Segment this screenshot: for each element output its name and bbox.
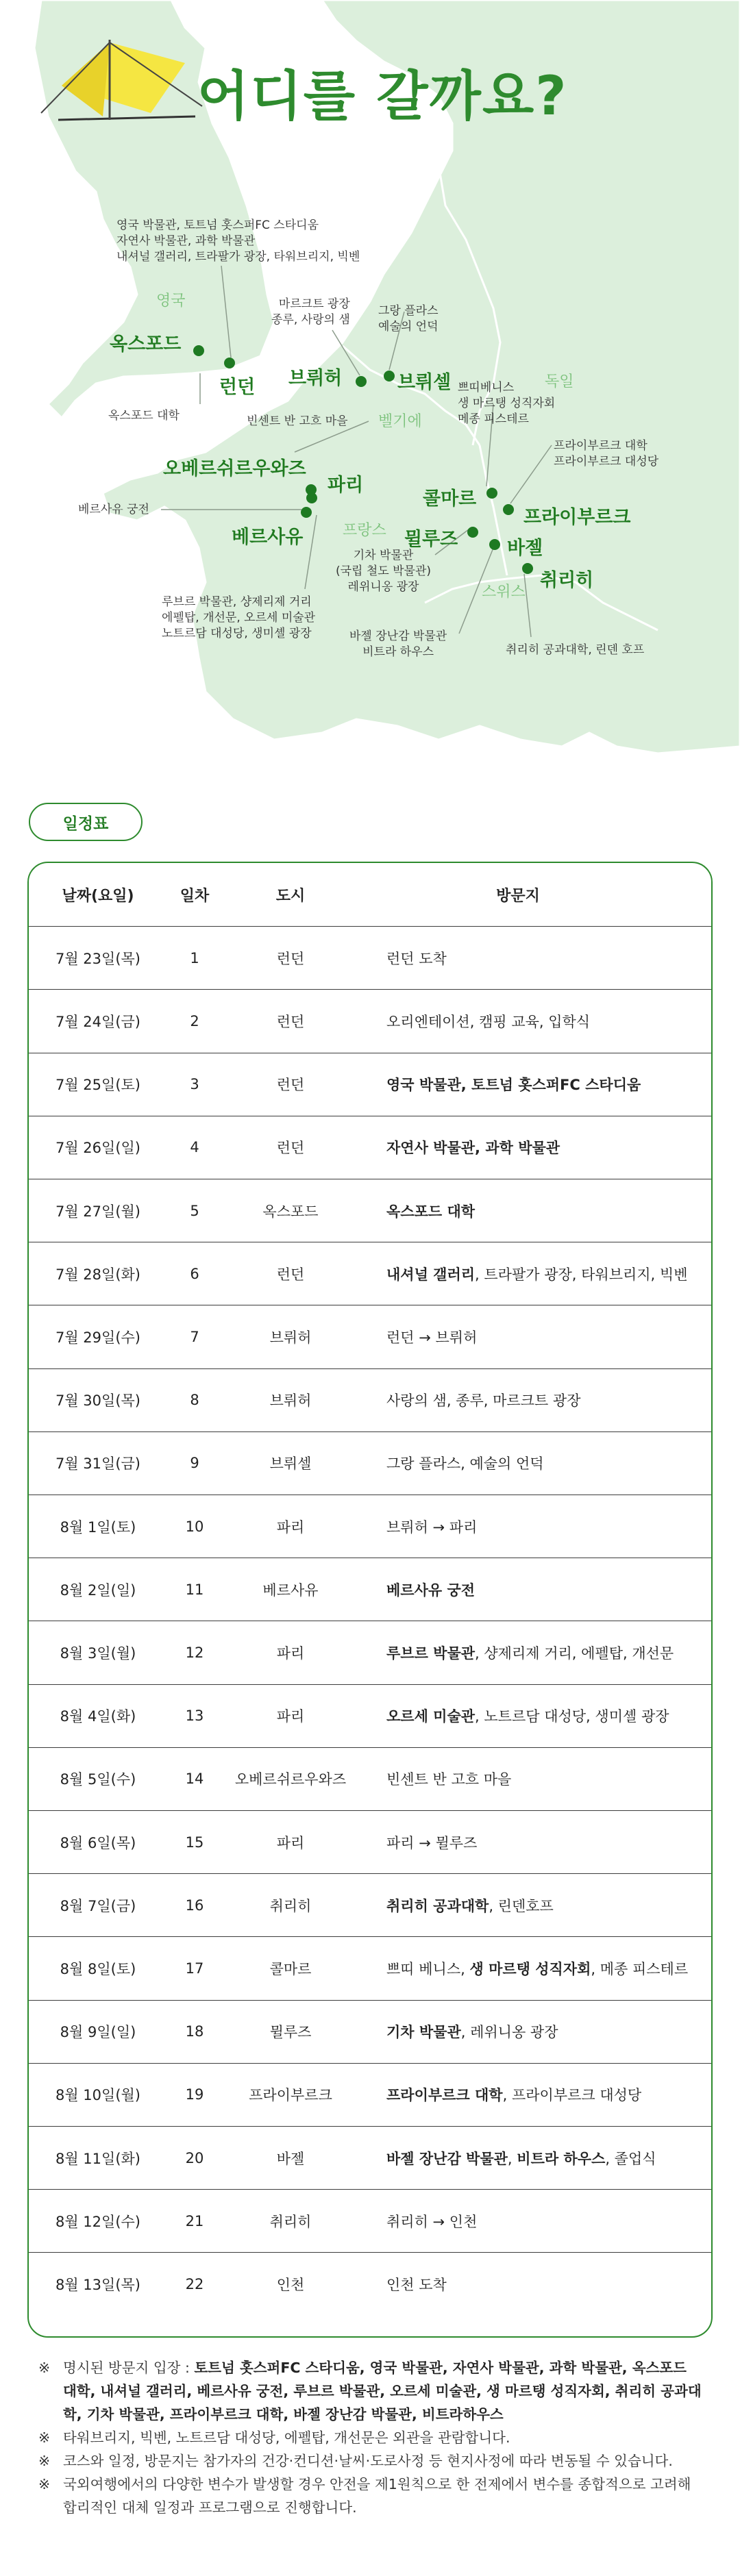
visit-segment: 자연사 박물관, 과학 박물관 bbox=[386, 1140, 560, 1157]
footnote-item bbox=[38, 2449, 703, 2473]
cell-date: 8월 8일(토) bbox=[60, 1960, 136, 1977]
visit-segment: 오르세 미술관 bbox=[386, 1708, 476, 1725]
cell-date: 7월 26일(일) bbox=[55, 1140, 140, 1157]
table-row bbox=[29, 989, 711, 1052]
cell-visit bbox=[359, 1705, 711, 1726]
cell-city: 베르사유 bbox=[262, 1581, 319, 1599]
cell-city: 런던 bbox=[276, 1140, 305, 1157]
visit-segment: 쁘띠 베니스, bbox=[386, 1960, 470, 1977]
cell-city: 파리 bbox=[276, 1645, 305, 1662]
cell-date: 8월 6일(목) bbox=[60, 1834, 136, 1851]
cell-city: 프라이부르크 bbox=[249, 2087, 332, 2104]
table-row bbox=[29, 1558, 711, 1621]
cell-visit bbox=[359, 1958, 711, 1979]
cell-date: 8월 5일(수) bbox=[60, 1771, 136, 1788]
header-date: 날짜(요일) bbox=[62, 887, 134, 905]
cell-visit bbox=[359, 2148, 711, 2168]
cell-day: 8 bbox=[190, 1392, 199, 1409]
marker-versailles bbox=[301, 507, 312, 518]
cell-city: 인천 bbox=[276, 2276, 305, 2293]
table-row bbox=[29, 2252, 711, 2315]
visit-segment: 프라이부르크 대학 bbox=[386, 2087, 503, 2104]
cell-day: 1 bbox=[190, 949, 199, 966]
cell-day: 7 bbox=[190, 1328, 199, 1345]
cell-visit bbox=[359, 1895, 711, 1916]
visit-segment: 내셔널 갤러리 bbox=[386, 1266, 476, 1283]
footnote-segment: 토트넘 홋스퍼FC 스타디움, 영국 박물관, 자연사 박물관, 과학 박물관, 옥스포드 대학, 내셔널 갤러리, 베르사유 궁전, 루브르 박물관, 오르세 미술관, 생 마르탱 성직자회, 취리히 공과대학, 기차 박물관, 프라이부르크 대학, 바젤 장난감 박물관, 비트라하우스 bbox=[63, 2360, 702, 2423]
map-section bbox=[0, 0, 740, 767]
marker-paris bbox=[306, 492, 317, 503]
table-row bbox=[29, 2000, 711, 2063]
cell-date: 8월 7일(금) bbox=[60, 1897, 136, 1914]
city-label-basel: 바젤 bbox=[507, 538, 543, 559]
table-row bbox=[29, 1116, 711, 1179]
cell-date: 8월 13일(목) bbox=[55, 2276, 140, 2293]
marker-mulhouse bbox=[467, 527, 478, 538]
visit-segment: 브뤼허 → 파리 bbox=[386, 1518, 478, 1536]
city-label-oxford: 옥스포드 bbox=[110, 334, 182, 355]
cell-city: 런던 bbox=[276, 1266, 305, 1283]
city-label-zurich: 취리히 bbox=[540, 570, 594, 591]
footnote-item bbox=[38, 2473, 703, 2519]
table-row bbox=[29, 1873, 711, 1936]
cell-day: 18 bbox=[185, 2023, 204, 2040]
footnote-segment: 명시된 방문지 입장 : bbox=[63, 2360, 195, 2376]
cell-day: 6 bbox=[190, 1265, 199, 1282]
cell-city: 런던 bbox=[276, 1013, 305, 1030]
note-mulhouse: 기차 박물관 (국립 철도 박물관) 레위니옹 광장 bbox=[336, 549, 432, 594]
city-label-bruges: 브뤼허 bbox=[288, 368, 343, 389]
cell-date: 8월 11일(화) bbox=[55, 2150, 140, 2167]
visit-segment: 취리히 공과대학 bbox=[386, 1897, 489, 1914]
cell-date: 7월 30일(목) bbox=[55, 1392, 140, 1410]
cell-city: 파리 bbox=[276, 1708, 305, 1725]
cell-city: 콜마르 bbox=[269, 1960, 312, 1977]
cell-date: 7월 23일(목) bbox=[55, 950, 140, 967]
schedule-badge: 일정표 bbox=[29, 803, 143, 841]
visit-segment: , 레위니옹 광장 bbox=[460, 2024, 558, 2041]
cell-date: 7월 31일(금) bbox=[55, 1455, 140, 1473]
table-row bbox=[29, 2189, 711, 2252]
marker-brussels bbox=[384, 371, 395, 382]
visit-segment: , 트라팔가 광장, 타워브리지, 빅벤 bbox=[475, 1266, 688, 1283]
note-paris: 루브르 박물관, 샹제리제 거리 에펠탑, 개선문, 오르세 미술관 노트르담 대성당, 생미셸 광장 bbox=[162, 595, 316, 640]
cell-city: 바젤 bbox=[276, 2150, 305, 2167]
cell-city: 브뤼허 bbox=[269, 1392, 312, 1410]
cell-day: 16 bbox=[185, 1897, 204, 1914]
visit-segment: , 노트르담 대성당, 생미셸 광장 bbox=[475, 1708, 669, 1725]
footnote-text bbox=[63, 2449, 703, 2473]
cell-date: 7월 28일(화) bbox=[55, 1266, 140, 1283]
visit-segment: 빈센트 반 고흐 마을 bbox=[386, 1771, 512, 1788]
cell-city: 오베르쉬르우와즈 bbox=[234, 1771, 347, 1788]
cell-visit bbox=[359, 1201, 711, 1221]
cell-city: 파리 bbox=[276, 1834, 305, 1851]
table-row bbox=[29, 1495, 711, 1558]
header-visit: 방문지 bbox=[496, 887, 540, 905]
cell-city: 취리히 bbox=[269, 2213, 312, 2230]
cell-visit bbox=[359, 2274, 711, 2294]
cell-day: 12 bbox=[185, 1644, 204, 1661]
table-row bbox=[29, 1810, 711, 1873]
note-auvers: 빈센트 반 고흐 마을 bbox=[247, 414, 348, 428]
table-row bbox=[29, 1053, 711, 1116]
cell-visit bbox=[359, 1390, 711, 1410]
visit-segment: 취리히 → 인천 bbox=[386, 2213, 478, 2230]
cell-city: 옥스포드 bbox=[262, 1203, 319, 1220]
city-label-london: 런던 bbox=[219, 377, 256, 398]
country-label-uk: 영국 bbox=[156, 292, 186, 310]
table-row bbox=[29, 1747, 711, 1810]
cell-visit bbox=[359, 1327, 711, 1347]
cell-city: 파리 bbox=[276, 1518, 305, 1536]
header-city: 도시 bbox=[275, 887, 306, 905]
cell-date: 8월 4일(화) bbox=[60, 1708, 136, 1725]
cell-visit bbox=[359, 2021, 711, 2042]
cell-date: 8월 1일(토) bbox=[60, 1518, 136, 1536]
note-basel: 바젤 장난감 박물관 비트라 하우스 bbox=[349, 629, 447, 659]
cell-visit bbox=[359, 1074, 711, 1095]
footnote-mark: ※ bbox=[38, 2476, 51, 2492]
table-row bbox=[29, 1936, 711, 1999]
visit-segment: 인천 도착 bbox=[386, 2276, 447, 2293]
table-row bbox=[29, 926, 711, 989]
table-row bbox=[29, 2126, 711, 2189]
cell-city: 런던 bbox=[276, 950, 305, 967]
visit-segment: 바젤 장난감 박물관 bbox=[386, 2150, 508, 2167]
cell-visit bbox=[359, 1137, 711, 1158]
cell-visit bbox=[359, 1768, 711, 1789]
map-title: 어디를 갈까요? bbox=[197, 66, 568, 127]
footnote-segment: 국외여행에서의 다양한 변수가 발생할 경우 안전을 제1원칙으로 한 전제에서 변수를 종합적으로 고려해 합리적인 대체 일정과 프로그램으로 진행합니다. bbox=[63, 2476, 691, 2516]
visit-segment: 사랑의 샘, 종루, 마르크트 광장 bbox=[386, 1392, 581, 1410]
marker-london bbox=[224, 358, 235, 368]
city-label-paris: 파리 bbox=[328, 475, 364, 496]
cell-date: 8월 9일(일) bbox=[60, 2024, 136, 2041]
note-oxford: 옥스포드 대학 bbox=[108, 409, 180, 423]
cell-day: 15 bbox=[185, 1834, 204, 1851]
note-zurich: 취리히 공과대학, 린덴 호프 bbox=[506, 643, 645, 657]
visit-segment: 런던 → 브뤼허 bbox=[386, 1329, 478, 1346]
table-header bbox=[29, 863, 711, 926]
visit-segment: , 메종 피스테르 bbox=[591, 1960, 689, 1977]
city-label-auvers: 오베르쉬르우와즈 bbox=[163, 458, 306, 479]
country-label-germany: 독일 bbox=[545, 373, 574, 390]
cell-city: 뮐루즈 bbox=[269, 2024, 312, 2041]
footnote-item bbox=[38, 2426, 703, 2449]
footnote-text bbox=[63, 2356, 703, 2426]
visit-segment: , 졸업식 bbox=[605, 2150, 656, 2167]
city-label-versailles: 베르사유 bbox=[232, 527, 304, 548]
city-label-mulhouse: 뮐루즈 bbox=[404, 529, 458, 550]
cell-visit bbox=[359, 1453, 711, 1473]
table-row bbox=[29, 1621, 711, 1684]
table-row bbox=[29, 1305, 711, 1368]
visit-segment: , bbox=[507, 2150, 517, 2167]
cell-visit bbox=[359, 1642, 711, 1663]
cell-day: 11 bbox=[185, 1581, 204, 1598]
cell-date: 7월 29일(수) bbox=[55, 1329, 140, 1346]
visit-segment: , 샹제리제 거리, 에펠탑, 개선문 bbox=[475, 1645, 674, 1662]
note-versailles: 베르사유 궁전 bbox=[78, 503, 149, 516]
marker-basel bbox=[489, 539, 500, 550]
cell-visit bbox=[359, 1832, 711, 1853]
footnote-text bbox=[63, 2473, 703, 2519]
cell-day: 3 bbox=[190, 1076, 199, 1093]
visit-segment: 베르사유 궁전 bbox=[386, 1581, 476, 1599]
city-label-freiburg: 프라이부르크 bbox=[523, 507, 631, 528]
note-london: 영국 박물관, 토트넘 홋스퍼FC 스타디움 자연사 박물관, 과학 박물관 내셔널 갤러리, 트라팔가 광장, 타워브리지, 빅벤 bbox=[116, 218, 360, 264]
country-label-france: 프랑스 bbox=[343, 522, 386, 539]
marker-colmar bbox=[486, 488, 497, 499]
cell-day: 19 bbox=[185, 2086, 204, 2103]
visit-segment: , 프라이부르크 대성당 bbox=[502, 2087, 642, 2104]
cell-city: 런던 bbox=[276, 1077, 305, 1094]
marker-oxford bbox=[193, 345, 204, 356]
cell-day: 21 bbox=[185, 2212, 204, 2229]
cell-visit bbox=[359, 1516, 711, 1537]
visit-segment: 그랑 플라스, 예술의 언덕 bbox=[386, 1455, 544, 1473]
marker-zurich bbox=[522, 563, 533, 574]
note-colmar: 쁘띠베니스 생 마르탱 성직자회 메종 피스테르 bbox=[458, 381, 556, 426]
marker-freiburg bbox=[503, 504, 514, 515]
cell-day: 13 bbox=[185, 1708, 204, 1725]
note-bruges: 마르크트 광장 종루, 사랑의 샘 bbox=[271, 297, 350, 327]
table-row bbox=[29, 1368, 711, 1431]
footnote-text bbox=[63, 2426, 703, 2449]
visit-segment: 비트라 하우스 bbox=[517, 2150, 606, 2167]
cell-date: 8월 10일(월) bbox=[55, 2087, 140, 2104]
table-row bbox=[29, 1684, 711, 1747]
city-label-brussels: 브뤼셀 bbox=[397, 372, 452, 393]
header-day: 일차 bbox=[180, 887, 210, 905]
cell-visit bbox=[359, 948, 711, 968]
city-label-colmar: 콜마르 bbox=[423, 488, 477, 510]
cell-day: 4 bbox=[190, 1139, 199, 1156]
cell-city: 브뤼셀 bbox=[269, 1455, 312, 1473]
cell-date: 8월 12일(수) bbox=[55, 2213, 140, 2230]
visit-segment: 런던 도착 bbox=[386, 950, 447, 967]
cell-visit bbox=[359, 1011, 711, 1031]
visit-segment: 루브르 박물관 bbox=[386, 1645, 476, 1662]
country-label-belgium: 벨기에 bbox=[378, 413, 422, 430]
visit-segment: 오리엔테이션, 캠핑 교육, 입학식 bbox=[386, 1013, 591, 1030]
footnotes bbox=[38, 2356, 703, 2519]
footnote-item bbox=[38, 2356, 703, 2426]
cell-date: 7월 25일(토) bbox=[55, 1077, 140, 1094]
note-brussels: 그랑 플라스 예술의 언덕 bbox=[378, 304, 439, 334]
table-row bbox=[29, 1242, 711, 1305]
cell-day: 20 bbox=[185, 2149, 204, 2166]
cell-city: 브뤼허 bbox=[269, 1329, 312, 1346]
table-row bbox=[29, 1431, 711, 1495]
cell-city: 취리히 bbox=[269, 1897, 312, 1914]
cell-date: 7월 27일(월) bbox=[55, 1203, 140, 1220]
cell-day: 22 bbox=[185, 2275, 204, 2292]
cell-day: 5 bbox=[190, 1202, 199, 1219]
cell-date: 7월 24일(금) bbox=[55, 1013, 140, 1030]
country-label-switzerland: 스위스 bbox=[482, 584, 526, 601]
visit-segment: 파리 → 뮐루즈 bbox=[386, 1834, 478, 1851]
cell-date: 8월 2일(일) bbox=[60, 1581, 136, 1599]
cell-visit bbox=[359, 1264, 711, 1284]
table-row bbox=[29, 1179, 711, 1242]
footnote-segment: 타워브리지, 빅벤, 노트르담 대성당, 에펠탑, 개선문은 외관을 관람합니다. bbox=[63, 2429, 510, 2446]
cell-day: 9 bbox=[190, 1455, 199, 1472]
cell-date: 8월 3일(월) bbox=[60, 1645, 136, 1662]
visit-segment: 기차 박물관 bbox=[386, 2024, 461, 2041]
footnote-segment: 코스와 일정, 방문지는 참가자의 건강·컨디션·날씨·도로사정 등 현지사정에 따라 변동될 수 있습니다. bbox=[63, 2453, 673, 2469]
schedule-table bbox=[27, 862, 713, 2338]
visit-segment: 생 마르탱 성직자회 bbox=[469, 1960, 591, 1977]
table-row bbox=[29, 2063, 711, 2126]
footnote-mark: ※ bbox=[38, 2360, 51, 2376]
cell-day: 14 bbox=[185, 1771, 204, 1788]
visit-segment: 옥스포드 대학 bbox=[386, 1203, 476, 1220]
visit-segment: 영국 박물관, 토트넘 홋스퍼FC 스타디움 bbox=[386, 1077, 641, 1094]
cell-day: 10 bbox=[185, 1518, 204, 1535]
cell-day: 17 bbox=[185, 1960, 204, 1977]
note-freiburg: 프라이부르크 대학 프라이부르크 대성당 bbox=[554, 439, 659, 468]
cell-visit bbox=[359, 2211, 711, 2231]
footnote-mark: ※ bbox=[38, 2429, 51, 2446]
cell-visit bbox=[359, 1579, 711, 1600]
cell-day: 2 bbox=[190, 1012, 199, 1029]
cell-visit bbox=[359, 2084, 711, 2105]
footnote-mark: ※ bbox=[38, 2453, 51, 2469]
visit-segment: , 린덴호프 bbox=[489, 1897, 554, 1914]
marker-bruges bbox=[356, 376, 367, 387]
